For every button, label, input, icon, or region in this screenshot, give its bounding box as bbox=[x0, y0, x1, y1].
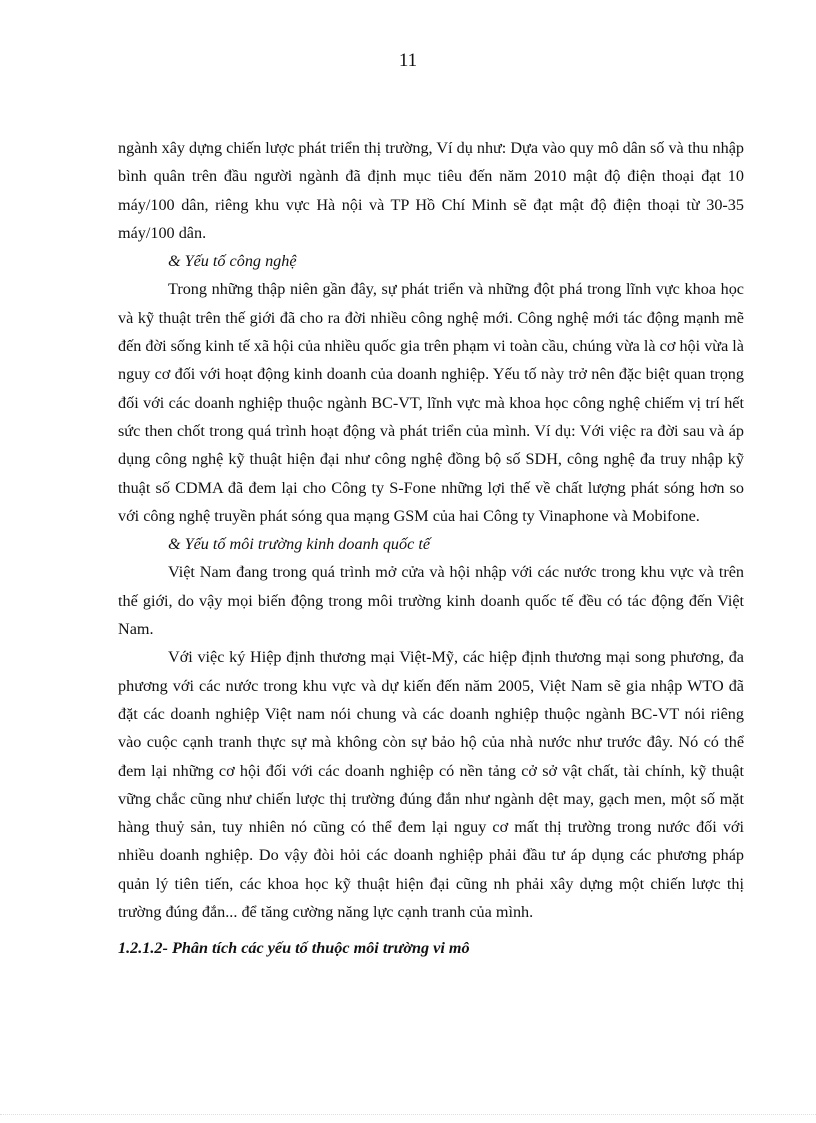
page-content bbox=[118, 134, 744, 963]
paragraph: Việt Nam đang trong quá trình mở cửa và hội nhập với các nước trong khu vực và trên thế giới, do vậy mọi biến động trong môi trường kinh doanh quốc tế đều có tác động đến Việt Nam. bbox=[118, 563, 744, 639]
subheading-text: Yếu tố môi trường kinh doanh quốc tế bbox=[184, 535, 431, 554]
subheading-technology bbox=[168, 247, 744, 275]
subheading-text: Yếu tố công nghệ bbox=[184, 252, 297, 271]
paragraph: ngành xây dựng chiến lược phát triển thị trường, Ví dụ như: Dựa vào quy mô dân số và thu nhập bình quân trên đầu người ngành đã định mục tiêu đến năm 2010 mật độ điện thoại đạt 10 máy/100 dân, riêng khu vực Hà nội và TP Hồ Chí Minh sẽ đạt mật độ điện thoại từ 30-35 máy/100 dân. bbox=[118, 139, 744, 242]
bullet-symbol-icon: & bbox=[168, 252, 181, 271]
page-border bbox=[0, 1114, 816, 1115]
section-heading: 1.2.1.2- Phân tích các yếu tố thuộc môi trường vi mô bbox=[118, 939, 470, 958]
subheading-international bbox=[168, 530, 744, 558]
paragraph: Trong những thập niên gần đây, sự phát triển và những đột phá trong lĩnh vực khoa học và kỹ thuật trên thế giới đã cho ra đời nhiều công nghệ mới. Công nghệ mới tác động mạnh mẽ đến đời sống kinh tế xã hội của nhiều quốc gia trên phạm vi toàn cầu, chúng vừa là cơ hội vừa là nguy cơ đối với hoạt động kinh doanh của doanh nghiệp. Yếu tố này trở nên đặc biệt quan trọng đối với các doanh nghiệp thuộc ngành BC-VT, lĩnh vực mà khoa học công nghệ chiếm vị trí hết sức then chốt trong quá trình hoạt động và phát triển của mình. Ví dụ: Với việc ra đời sau và áp dụng công nghệ kỹ thuật hiện đại như công nghệ đồng bộ số SDH, công nghệ đa truy nhập kỹ thuật số CDMA đã đem lại cho Công ty S-Fone những lợi thế về chất lượng phát sóng hơn so với công nghệ truyền phát sóng qua mạng GSM của hai Công ty Vinaphone và Mobifone. bbox=[118, 280, 744, 525]
page-number: 11 bbox=[398, 50, 418, 71]
bullet-symbol-icon: & bbox=[168, 535, 181, 554]
paragraph: Với việc ký Hiệp định thương mại Việt-Mỹ, các hiệp định thương mại song phương, đa phương với các nước trong khu vực và dự kiến đến năm 2005, Việt Nam sẽ gia nhập WTO đã đặt các doanh nghiệp Việt nam nói chung và các doanh nghiệp thuộc ngành BC-VT nói riêng vào cuộc cạnh tranh thực sự mà không còn sự bảo hộ của nhà nước như trước đây. Nó có thể đem lại những cơ hội đối với các doanh nghiệp có nền tảng cở sở vật chất, tài chính, kỹ thuật vững chắc cũng như chiến lược thị trường đúng đắn như ngành dệt may, gạch men, một số mặt hàng thuỷ sản, tuy nhiên nó cũng có thể đem lại nguy cơ mất thị trường trong nước đối với nhiều doanh nghiệp. Do vậy đòi hỏi các doanh nghiệp phải đầu tư áp dụng các phương pháp quản lý tiên tiến, các khoa học kỹ thuật hiện đại cũng nh phải xây dựng một chiến lược thị trường đúng đắn... để tăng cường năng lực cạnh tranh của mình. bbox=[118, 648, 744, 922]
